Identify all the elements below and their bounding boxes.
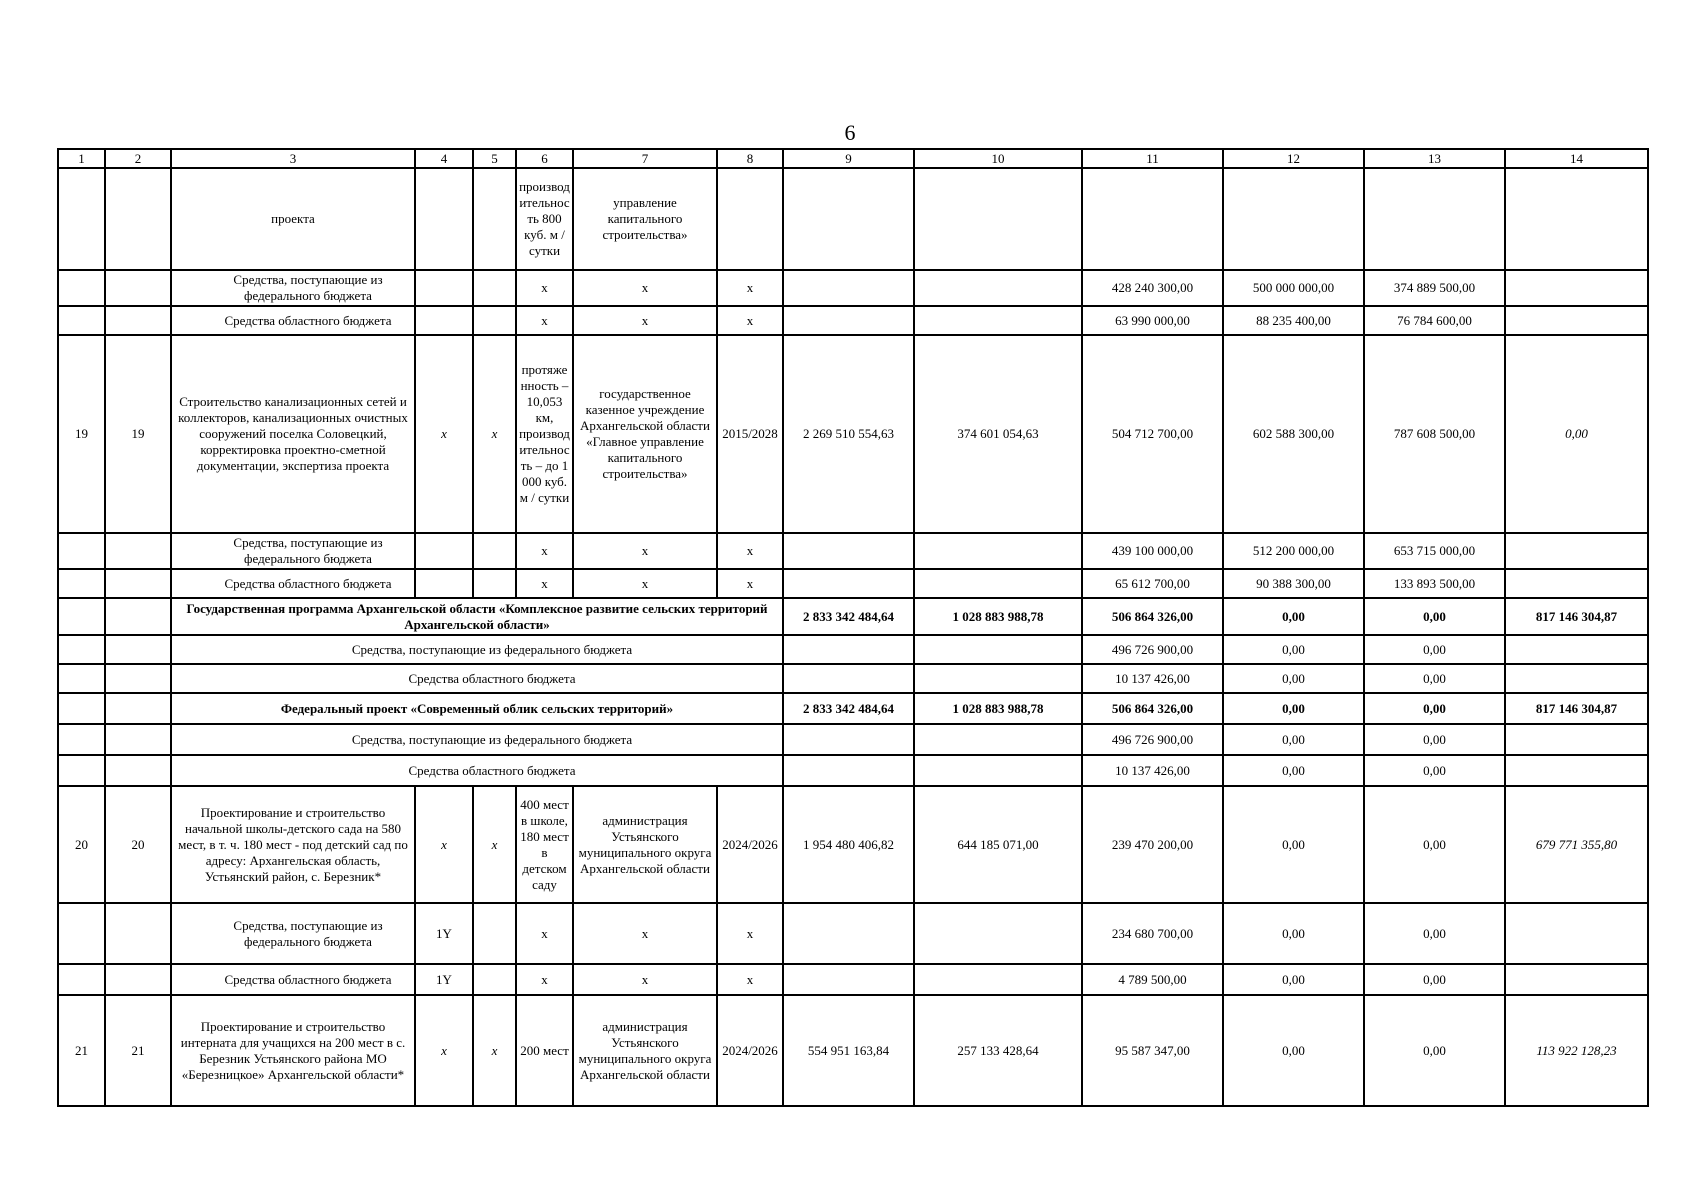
table-row-federal xyxy=(58,635,1648,664)
estimated-cost: 2 833 342 484,64 xyxy=(783,693,914,724)
column-header: 2 xyxy=(105,149,171,168)
federal-label: Средства, поступающие из федерального бюджета xyxy=(171,635,783,664)
column-header: 7 xyxy=(573,149,717,168)
amount-2026: 0,00 xyxy=(1364,664,1505,693)
x-mark: x xyxy=(516,569,573,598)
amount-2024: 496 726 900,00 xyxy=(1082,724,1223,755)
item-customer: государственное казенное учреждение Архангельской области «Главное управление капитального строительства» xyxy=(573,335,717,533)
row-number: 20 xyxy=(105,786,171,903)
amount-2024: 4 789 500,00 xyxy=(1082,964,1223,995)
row-number: 19 xyxy=(58,335,105,533)
x-mark: x xyxy=(717,533,783,569)
item-customer: управление капитального строительства» xyxy=(573,168,717,270)
remaining-amount: 817 146 304,87 xyxy=(1505,598,1648,635)
budget-table xyxy=(57,148,1649,1107)
x-mark: x xyxy=(473,995,516,1106)
table-row-regional xyxy=(58,306,1648,335)
column-header: 12 xyxy=(1223,149,1364,168)
column-header: 10 xyxy=(914,149,1082,168)
amount-2026: 0,00 xyxy=(1364,724,1505,755)
amount-2026: 0,00 xyxy=(1364,903,1505,964)
x-mark: x xyxy=(516,306,573,335)
amount-2024: 439 100 000,00 xyxy=(1082,533,1223,569)
x-mark: x xyxy=(415,995,473,1106)
amount-2025: 0,00 xyxy=(1223,598,1364,635)
amount-2025: 88 235 400,00 xyxy=(1223,306,1364,335)
column-header: 11 xyxy=(1082,149,1223,168)
amount-2026: 76 784 600,00 xyxy=(1364,306,1505,335)
amount-2024: 506 864 326,00 xyxy=(1082,598,1223,635)
project-title: Федеральный проект «Современный облик сельских территорий» xyxy=(171,693,783,724)
row-number: 21 xyxy=(105,995,171,1106)
amount-2026: 0,00 xyxy=(1364,635,1505,664)
row-number: 19 xyxy=(105,335,171,533)
amount-2025: 0,00 xyxy=(1223,635,1364,664)
amount-2025: 512 200 000,00 xyxy=(1223,533,1364,569)
column-header: 13 xyxy=(1364,149,1505,168)
item-customer: администрация Устьянского муниципального округа Архангельской области xyxy=(573,995,717,1106)
amount-2026: 0,00 xyxy=(1364,964,1505,995)
table-row-federal xyxy=(58,724,1648,755)
table-row-regional xyxy=(58,755,1648,786)
x-mark: x xyxy=(516,270,573,306)
table-row-federal xyxy=(58,903,1648,964)
x-mark: x xyxy=(573,964,717,995)
table-row-regional xyxy=(58,569,1648,598)
x-mark: x xyxy=(516,903,573,964)
amount-2026: 653 715 000,00 xyxy=(1364,533,1505,569)
table-row-regional xyxy=(58,964,1648,995)
regional-label: Средства областного бюджета xyxy=(171,306,415,335)
x-mark: x xyxy=(717,569,783,598)
regional-label: Средства областного бюджета xyxy=(171,964,415,995)
amount-2024: 63 990 000,00 xyxy=(1082,306,1223,335)
amount-2026: 0,00 xyxy=(1364,755,1505,786)
federal-label: Средства, поступающие из федерального бюджета xyxy=(171,270,415,306)
column-header: 14 xyxy=(1505,149,1648,168)
amount-2024: 95 587 347,00 xyxy=(1082,995,1223,1106)
column-header: 5 xyxy=(473,149,516,168)
amount-2024: 428 240 300,00 xyxy=(1082,270,1223,306)
federal-label: Средства, поступающие из федерального бюджета xyxy=(171,724,783,755)
amount-2025: 90 388 300,00 xyxy=(1223,569,1364,598)
amount-2025: 0,00 xyxy=(1223,664,1364,693)
funded-amount: 1 028 883 988,78 xyxy=(914,693,1082,724)
estimated-cost: 1 954 480 406,82 xyxy=(783,786,914,903)
remaining-amount: 817 146 304,87 xyxy=(1505,693,1648,724)
regional-label: Средства областного бюджета xyxy=(171,569,415,598)
funded-amount: 374 601 054,63 xyxy=(914,335,1082,533)
amount-2024: 506 864 326,00 xyxy=(1082,693,1223,724)
table-row xyxy=(58,786,1648,903)
amount-2024: 65 612 700,00 xyxy=(1082,569,1223,598)
amount-2026: 787 608 500,00 xyxy=(1364,335,1505,533)
amount-2025: 602 588 300,00 xyxy=(1223,335,1364,533)
x-mark: x xyxy=(717,270,783,306)
federal-label: Средства, поступающие из федерального бюджета xyxy=(171,903,415,964)
row-number: 20 xyxy=(58,786,105,903)
amount-2024: 504 712 700,00 xyxy=(1082,335,1223,533)
amount-2025: 0,00 xyxy=(1223,755,1364,786)
x-mark: x xyxy=(415,786,473,903)
column-header: 9 xyxy=(783,149,914,168)
x-mark: x xyxy=(573,903,717,964)
x-mark: x xyxy=(717,306,783,335)
program-total-row xyxy=(58,598,1648,635)
amount-2024: 10 137 426,00 xyxy=(1082,755,1223,786)
item-name: Строительство канализационных сетей и коллекторов, канализационных очистных сооружений поселка Соловецкий, корректировка проектно-сметной документации, экспертиза проекта xyxy=(171,335,415,533)
code-1y: 1Y xyxy=(415,964,473,995)
amount-2026: 374 889 500,00 xyxy=(1364,270,1505,306)
funded-amount: 1 028 883 988,78 xyxy=(914,598,1082,635)
federal-label: Средства, поступающие из федерального бюджета xyxy=(171,533,415,569)
amount-2025: 500 000 000,00 xyxy=(1223,270,1364,306)
item-capacity: производительность 800 куб. м / сутки xyxy=(516,168,573,270)
amount-2025: 0,00 xyxy=(1223,724,1364,755)
item-years: 2024/2026 xyxy=(717,786,783,903)
project-total-row xyxy=(58,693,1648,724)
item-capacity: 200 мест xyxy=(516,995,573,1106)
item-capacity: протяженность – 10,053 км, производительность – до 1 000 куб. м / сутки xyxy=(516,335,573,533)
x-mark: x xyxy=(473,335,516,533)
page-number: 6 xyxy=(844,120,856,145)
funded-amount: 257 133 428,64 xyxy=(914,995,1082,1106)
remaining-amount: 679 771 355,80 xyxy=(1505,786,1648,903)
x-mark: x xyxy=(516,533,573,569)
column-header: 6 xyxy=(516,149,573,168)
column-header: 4 xyxy=(415,149,473,168)
amount-2024: 239 470 200,00 xyxy=(1082,786,1223,903)
x-mark: x xyxy=(573,569,717,598)
x-mark: x xyxy=(473,786,516,903)
estimated-cost: 2 833 342 484,64 xyxy=(783,598,914,635)
column-header: 8 xyxy=(717,149,783,168)
x-mark: x xyxy=(573,533,717,569)
amount-2025: 0,00 xyxy=(1223,693,1364,724)
amount-2026: 0,00 xyxy=(1364,598,1505,635)
table-row xyxy=(58,168,1648,270)
item-years: 2015/2028 xyxy=(717,335,783,533)
table-row-federal xyxy=(58,533,1648,569)
amount-2025: 0,00 xyxy=(1223,903,1364,964)
item-years: 2024/2026 xyxy=(717,995,783,1106)
amount-2024: 10 137 426,00 xyxy=(1082,664,1223,693)
funded-amount: 644 185 071,00 xyxy=(914,786,1082,903)
item-name: проекта xyxy=(171,168,415,270)
item-customer: администрация Устьянского муниципального округа Архангельской области xyxy=(573,786,717,903)
column-header: 1 xyxy=(58,149,105,168)
amount-2025: 0,00 xyxy=(1223,995,1364,1106)
table-row xyxy=(58,995,1648,1106)
item-capacity: 400 мест в школе, 180 мест в детском саду xyxy=(516,786,573,903)
program-title: Государственная программа Архангельской области «Комплексное развитие сельских территорий Архангельской области» xyxy=(171,598,783,635)
column-number-row xyxy=(58,149,1648,168)
item-name: Проектирование и строительство начальной школы-детского сада на 580 мест, в т. ч. 180 мест - под детский сад по адресу: Архангельская область, Устьянский район, с. Березник* xyxy=(171,786,415,903)
column-header: 3 xyxy=(171,149,415,168)
remaining-amount: 0,00 xyxy=(1505,335,1648,533)
x-mark: x xyxy=(573,270,717,306)
row-number: 21 xyxy=(58,995,105,1106)
x-mark: x xyxy=(415,335,473,533)
estimated-cost: 554 951 163,84 xyxy=(783,995,914,1106)
amount-2025: 0,00 xyxy=(1223,786,1364,903)
table-row-regional xyxy=(58,664,1648,693)
amount-2026: 133 893 500,00 xyxy=(1364,569,1505,598)
amount-2025: 0,00 xyxy=(1223,964,1364,995)
amount-2026: 0,00 xyxy=(1364,995,1505,1106)
amount-2024: 496 726 900,00 xyxy=(1082,635,1223,664)
regional-label: Средства областного бюджета xyxy=(171,755,783,786)
remaining-amount: 113 922 128,23 xyxy=(1505,995,1648,1106)
x-mark: x xyxy=(717,964,783,995)
code-1y: 1Y xyxy=(415,903,473,964)
item-name: Проектирование и строительство интерната для учащихся на 200 мест в с. Березник Устьянского района МО «Березницкое» Архангельской области* xyxy=(171,995,415,1106)
x-mark: x xyxy=(516,964,573,995)
x-mark: x xyxy=(573,306,717,335)
amount-2026: 0,00 xyxy=(1364,693,1505,724)
amount-2026: 0,00 xyxy=(1364,786,1505,903)
x-mark: x xyxy=(717,903,783,964)
estimated-cost: 2 269 510 554,63 xyxy=(783,335,914,533)
regional-label: Средства областного бюджета xyxy=(171,664,783,693)
table-row xyxy=(58,335,1648,533)
table-row-federal xyxy=(58,270,1648,306)
amount-2024: 234 680 700,00 xyxy=(1082,903,1223,964)
